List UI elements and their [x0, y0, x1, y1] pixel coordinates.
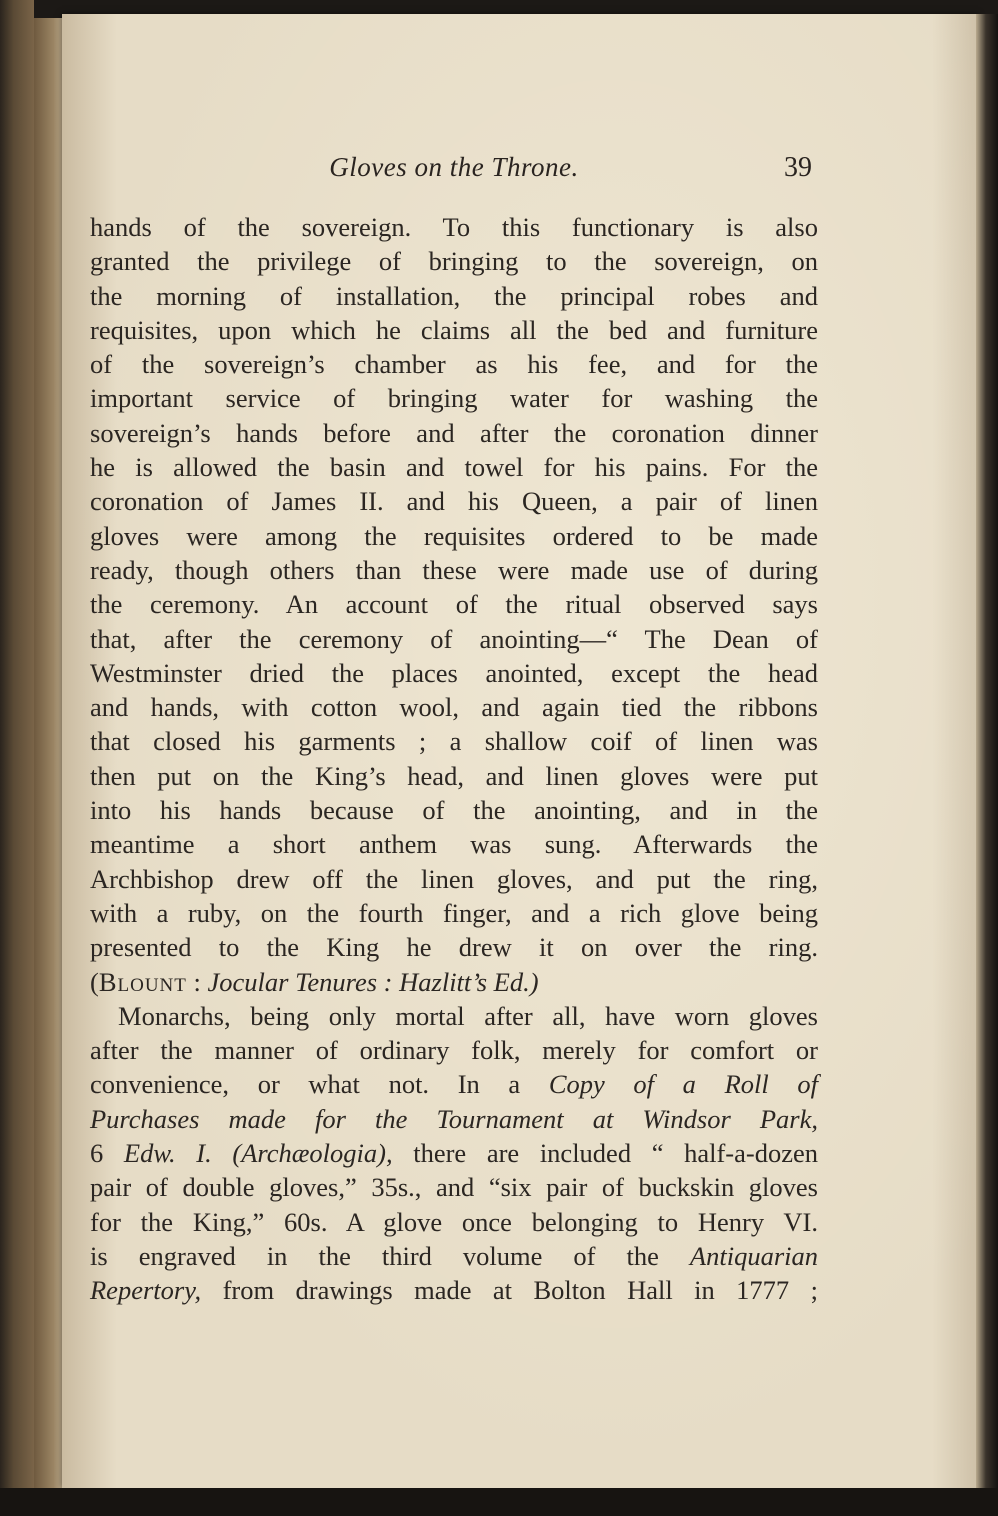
text-line — [90, 622, 818, 656]
text-segment: Jocular Tenures : Hazlitt’s Ed.) — [207, 966, 539, 997]
text-segment: into his hands because of the anointing, and in the — [90, 795, 818, 826]
text-segment: Edw. I. (Archæologia), — [123, 1138, 393, 1169]
text-line — [90, 279, 818, 313]
text-segment: 6 — [90, 1138, 124, 1169]
page-edge — [976, 14, 998, 1488]
text-line — [90, 347, 818, 381]
text-segment: : — [186, 966, 208, 997]
text-line — [90, 930, 818, 964]
text-segment: presented to the King he drew it on over the ring. — [90, 932, 818, 963]
text-segment: ready, though others than these were made use of during — [90, 554, 818, 585]
book-spine — [0, 0, 34, 1516]
page-number: 39 — [784, 152, 812, 183]
text-line — [90, 827, 818, 861]
text-line — [90, 587, 818, 621]
text-line — [90, 999, 818, 1033]
text-line — [90, 1102, 818, 1136]
text-segment: Archbishop drew off the linen gloves, and put the ring, — [90, 863, 818, 894]
text-line — [90, 1239, 818, 1273]
bottom-edge — [0, 1488, 998, 1516]
text-line — [90, 759, 818, 793]
text-line — [90, 1136, 818, 1170]
text-segment: Monarchs, being only mortal after all, have worn gloves — [118, 1000, 818, 1031]
text-segment: the morning of installation, the principal robes and — [90, 280, 818, 311]
text-segment: ( — [90, 966, 99, 997]
text-line — [90, 519, 818, 553]
text-line — [90, 416, 818, 450]
text-segment: he is allowed the basin and towel for his pains. For the — [90, 452, 818, 483]
text-line — [90, 724, 818, 758]
text-segment: requisites, upon which he claims all the bed and furniture — [90, 314, 818, 345]
text-segment: Antiquarian — [689, 1240, 818, 1271]
text-line — [90, 1273, 818, 1307]
text-segment: gloves were among the requisites ordered to be made — [90, 520, 818, 551]
text-segment: Westminster dried the places anointed, except the head — [90, 657, 818, 688]
text-line — [90, 553, 818, 587]
body-text — [90, 210, 818, 1308]
text-line — [90, 450, 818, 484]
text-line — [90, 656, 818, 690]
text-segment: with a ruby, on the fourth finger, and a rich glove being — [90, 897, 818, 928]
text-line — [90, 1033, 818, 1067]
text-line — [90, 210, 818, 244]
text-segment: after the manner of ordinary folk, merely for comfort or — [90, 1035, 818, 1066]
text-segment: meantime a short anthem was sung. Afterwards the — [90, 829, 818, 860]
text-line — [90, 313, 818, 347]
text-line — [90, 1067, 818, 1101]
text-line — [90, 484, 818, 518]
text-line — [90, 862, 818, 896]
text-line — [90, 1205, 818, 1239]
text-segment: then put on the King’s head, and linen gloves were put — [90, 760, 818, 791]
text-line — [90, 1170, 818, 1204]
text-line — [90, 690, 818, 724]
text-line — [90, 244, 818, 278]
text-segment: sovereign’s hands before and after the coronation dinner — [90, 417, 818, 448]
text-segment: for the King,” 60s. A glove once belonging to Henry VI. — [90, 1206, 818, 1237]
text-line — [90, 896, 818, 930]
running-title: Gloves on the Throne. — [329, 152, 579, 182]
text-segment: important service of bringing water for washing the — [90, 383, 818, 414]
text-segment: that, after the ceremony of anointing—“ The Dean of — [90, 623, 818, 654]
text-segment: Purchases made for the Tournament at Windsor Park, — [90, 1103, 818, 1134]
page-header — [90, 152, 818, 192]
text-segment: coronation of James II. and his Queen, a pair of linen — [90, 486, 818, 517]
text-line — [90, 793, 818, 827]
text-segment: of the sovereign’s chamber as his fee, and for the — [90, 349, 818, 380]
text-segment: Copy of a Roll of — [548, 1069, 818, 1100]
text-segment: pair of double gloves,” 35s., and “six pair of buckskin gloves — [90, 1172, 818, 1203]
text-segment: from drawings made at Bolton Hall in 1777 ; — [201, 1275, 818, 1306]
text-segment: there are included “ half-a-dozen — [392, 1138, 818, 1169]
text-segment: that closed his garments ; a shallow coif of linen was — [90, 726, 818, 757]
text-segment: hands of the sovereign. To this functionary is also — [90, 212, 818, 242]
text-segment: and hands, with cotton wool, and again tied the ribbons — [90, 692, 818, 723]
text-segment: the ceremony. An account of the ritual observed says — [90, 589, 818, 620]
text-segment: Repertory, — [90, 1275, 202, 1306]
text-segment: Blount — [98, 966, 187, 997]
text-line — [90, 965, 818, 999]
text-segment: is engraved in the third volume of the — [90, 1240, 690, 1271]
text-segment: convenience, or what not. In a — [90, 1069, 549, 1100]
text-line — [90, 381, 818, 415]
text-segment: granted the privilege of bringing to the sovereign, on — [90, 246, 818, 277]
